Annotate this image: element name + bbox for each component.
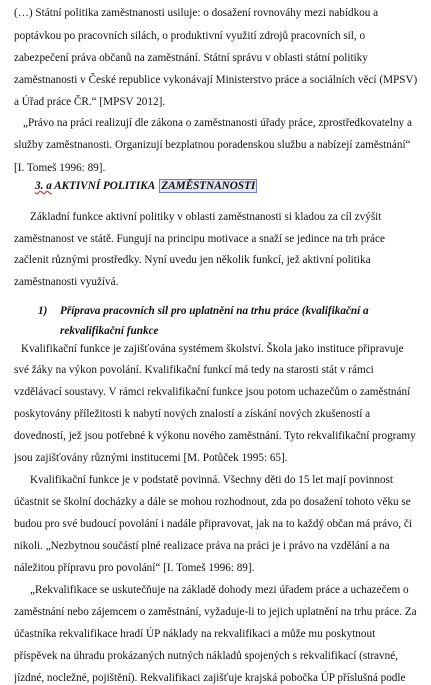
heading-number: 3. a bbox=[35, 180, 52, 192]
text-line: Kvalifikační funkce je v podstatě povinná. Všechny děti do 15 let mají povinnost bbox=[30, 474, 393, 486]
text-line: náležitou přípravu pro povolání“ [I. Tomeš 1996: 89]. bbox=[14, 562, 255, 574]
text-line: zabezpečení práva občanů na zaměstnání. Státní správu v oblasti státní politiky bbox=[14, 52, 368, 64]
text-line: služby zaměstnanosti. Organizují bezplatnou poradenskou službu a nabízejí zaměstnání“ bbox=[14, 139, 411, 151]
text-line: začlenit různými prostředky. Nyní uvedu jen několik funkcí, jež aktivní politika bbox=[14, 254, 371, 266]
text-line: nikoli. „Nezbytnou součástí plné realizace práva na práci je i právo na vzdělání a na bbox=[14, 540, 390, 552]
text-line: dovedností, jež jsou potřebné k výkonu nového zaměstnání. Tyto rekvalifikační programy bbox=[14, 430, 416, 442]
text-line: a Úřad práce ČR.“ [MPSV 2012]. bbox=[14, 96, 166, 108]
text-line: [I. Tomeš 1996: 89]. bbox=[14, 162, 106, 174]
text-line: „Rekvalifikace se uskutečňuje na základě dohody mezi úřadem práce a uchazečem o bbox=[30, 584, 409, 596]
text-line: (…) Státní politika zaměstnanosti usiluje: o dosažení rovnováhy mezi nabídkou a bbox=[14, 7, 379, 19]
text-line: budou pro své budoucí povolání i nadále připravovat, jak na to každý občan má právo, či bbox=[14, 518, 412, 530]
text-line: poskytovány příležitosti k nabytí nových znalostí a získání nových zkušeností a bbox=[14, 408, 371, 420]
text-line: vzdělávací soustavy. V rámci rekvalifikační funkce jsou potom uchazečům o zaměstnání bbox=[14, 386, 411, 398]
subheading-line: Příprava pracovních sil pro uplatnění na trhu práce (kvalifikační a bbox=[60, 305, 369, 317]
text-line: jízdné, nocležné, pojištění). Rekvalifikaci zajišťuje krajská pobočka ÚP příslušná podle bbox=[14, 672, 406, 684]
text-line: zaměstnanost ve státě. Fungují na principu motivace a snaží se jedince na trh práce bbox=[14, 233, 385, 245]
text-line: jsou zajišťovány různými institucemi [M. Potůček 1995: 65]. bbox=[14, 452, 288, 464]
text-line: zaměstnání nebo zájemcem o zaměstnání, vyžaduje-li to jejich uplatnění na trhu práce. Za bbox=[14, 606, 417, 618]
heading-title: AKTIVNÍ POLITIKA bbox=[54, 180, 155, 192]
text-line: zaměstnanosti v České republice vykonávají Ministerstvo práce a sociálních věcí (MPSV) bbox=[14, 74, 418, 86]
text-line: své žáky na výkon povolání. Kvalifikační funkcí má tedy na starosti stát v rámci bbox=[14, 364, 374, 376]
subheading-number: 1) bbox=[38, 305, 48, 317]
section-heading bbox=[35, 179, 257, 193]
text-line: účastnit se školní docházky a dále se mohou rozhodnout, zda po dosažení tohoto věku se bbox=[14, 496, 411, 508]
text-line: poptávkou po pracovních silách, o produktivní využití zdrojů pracovních sil, o bbox=[14, 30, 366, 42]
text-line: Základní funkce aktivní politiky v oblasti zaměstnanosti si kladou za cíl zvýšit bbox=[30, 211, 382, 223]
text-line: „Právo na práci realizují dle zákona o zaměstnanosti úřady práce, zprostředkovatelny a bbox=[23, 117, 412, 129]
subheading-line: rekvalifikační funkce bbox=[60, 325, 159, 337]
text-line: účastníka rekvalifikace hradí ÚP náklady na rekvalifikaci a může mu poskytnout bbox=[14, 628, 376, 640]
text-line: Kvalifikační funkce je zajišťována systémem školství. Škola jako instituce připravuje bbox=[21, 343, 404, 355]
selected-text[interactable]: ZAMĚSTNANOSTI bbox=[161, 180, 256, 192]
text-line: příspěvek na úhradu prokázaných nutných nákladů spojených s rekvalifikací (stravné, bbox=[14, 650, 398, 662]
text-line: zaměstnanosti využívá. bbox=[14, 276, 119, 288]
